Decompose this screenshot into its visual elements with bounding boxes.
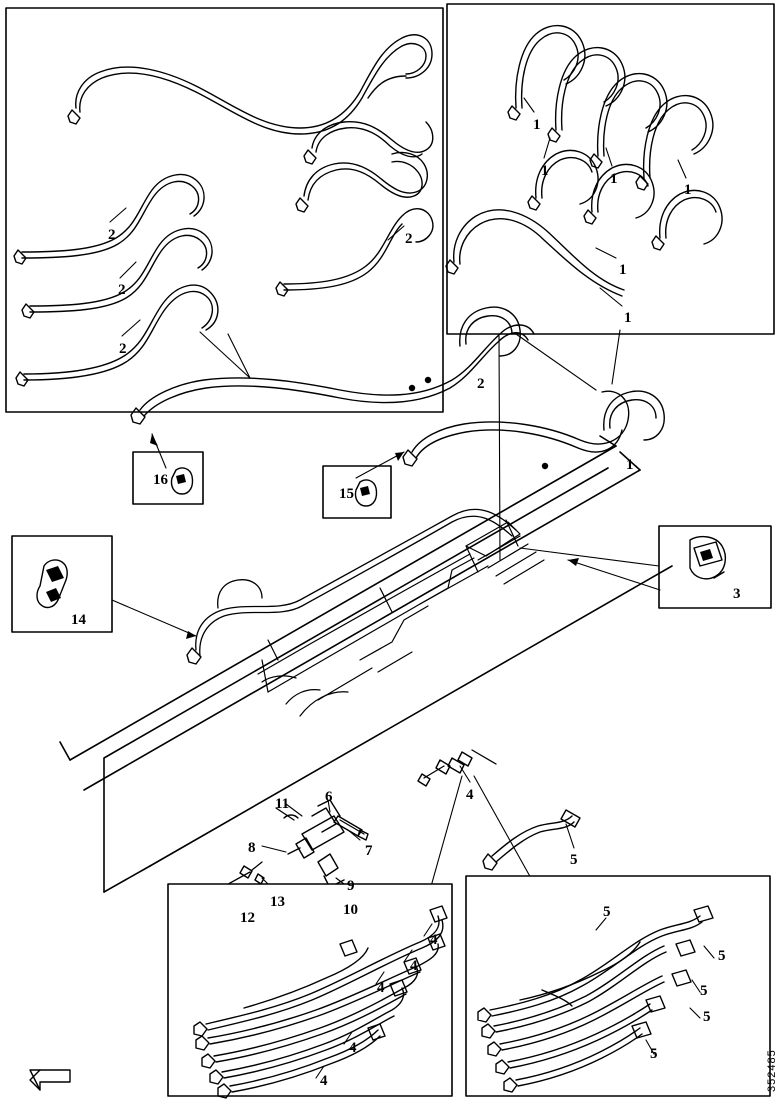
callout-8: 8 [248,840,256,856]
callout-4: 4 [430,932,438,948]
callout-9: 9 [347,878,355,894]
callout-5: 5 [603,904,611,920]
callout-1: 1 [541,163,549,179]
drawing-number: 352485 [766,1049,778,1092]
callout-3: 3 [733,586,741,602]
callout-2: 2 [405,231,413,247]
callout-4: 4 [377,980,385,996]
callout-13: 13 [270,894,285,910]
callout-16: 16 [153,472,168,488]
callout-4: 4 [349,1040,357,1056]
callout-5: 5 [703,1009,711,1025]
callout-11: 11 [275,796,290,812]
callout-5: 5 [570,852,578,868]
callout-4: 4 [320,1073,328,1089]
callout-1: 1 [624,310,632,326]
callout-2: 2 [108,227,116,243]
callout-6: 6 [325,789,333,805]
callout-10: 10 [343,902,358,918]
callout-5: 5 [700,983,708,999]
callout-15: 15 [339,486,354,502]
callout-2: 2 [477,376,485,392]
callout-1: 1 [619,262,627,278]
callout-1: 1 [684,182,692,198]
callout-5: 5 [718,948,726,964]
callout-1: 1 [626,457,634,473]
callout-4: 4 [410,958,418,974]
callout-2: 2 [118,282,126,298]
callout-5: 5 [650,1046,658,1062]
callout-7: 7 [365,843,373,859]
callout-1: 1 [610,171,618,187]
callout-1: 1 [533,117,541,133]
callout-2: 2 [119,341,127,357]
callout-14: 14 [71,612,86,628]
callout-4: 4 [466,787,474,803]
callout-12: 12 [240,910,255,926]
